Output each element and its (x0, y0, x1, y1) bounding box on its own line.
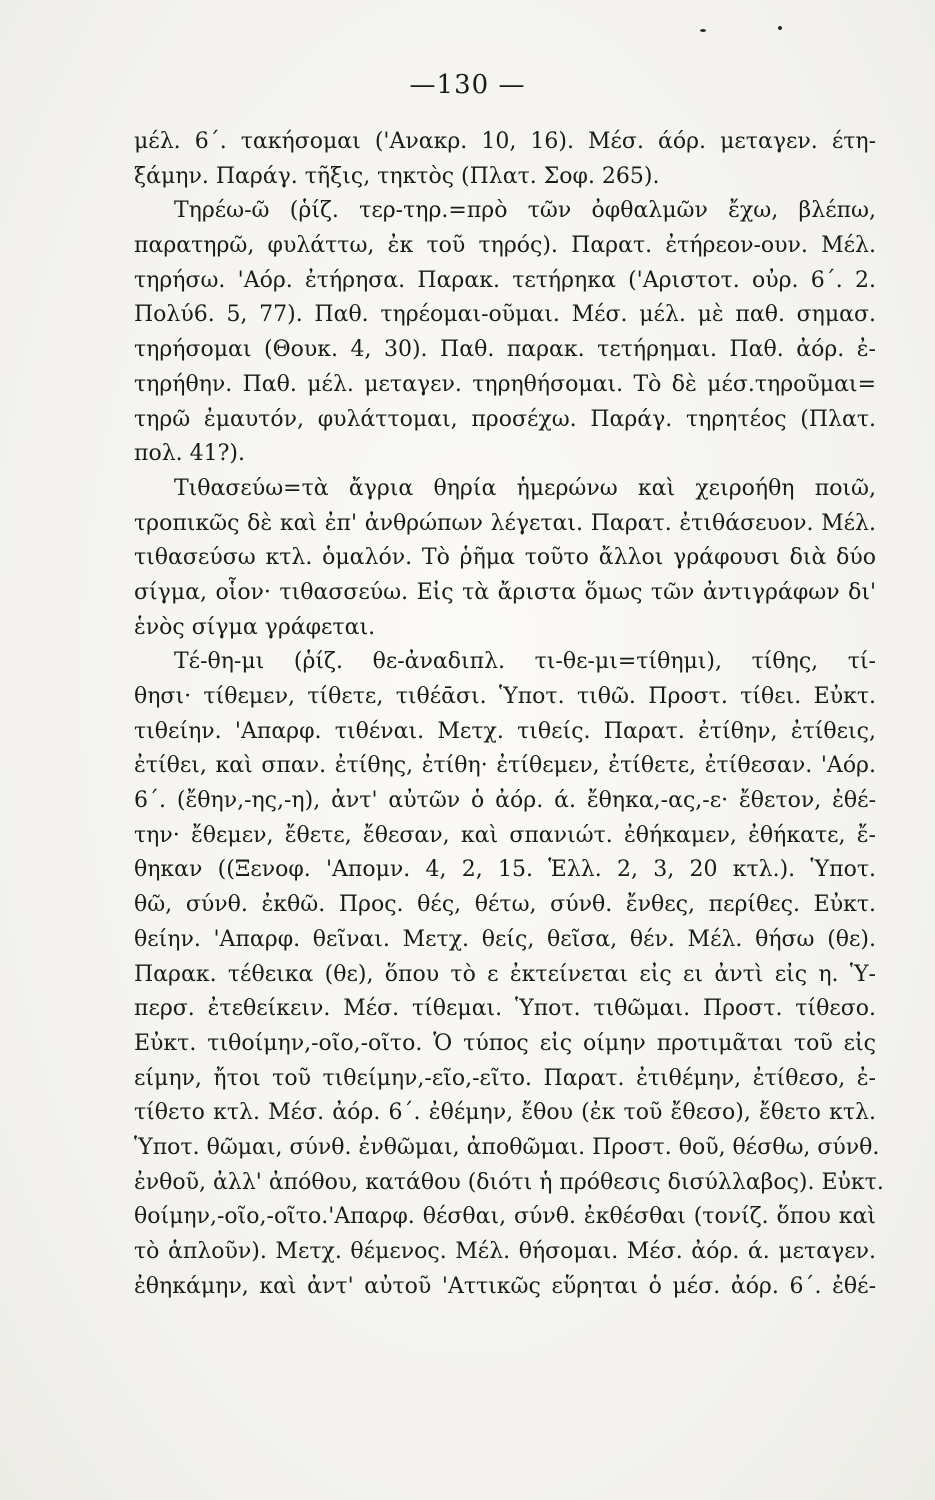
text-line: τηρήθην. Παθ. μέλ. μεταγεν. τηρηθήσομαι. Τὸ δὲ μέσ.τηροῦμαι= (134, 371, 876, 397)
text-line: Ὑποτ. θῶμαι, σύνθ. ἐνθῶμαι, ἀποθῶμαι. Προστ. θοῦ, θέσθω, σύνθ. (134, 1134, 880, 1160)
text-line: Πολύ6. 5, 77). Παθ. τηρέομαι-οῦμαι. Μέσ. μέλ. μὲ παθ. σημασ. (134, 302, 876, 328)
text-line: ἐτίθει, καὶ σπαν. ἐτίθης, ἐτίθη· ἐτίθεμεν, ἐτίθετε, ἐτίθεσαν. 'Αόρ. (134, 753, 876, 779)
ink-speck (700, 29, 706, 32)
body-text (134, 125, 884, 1304)
ink-speck (778, 26, 782, 30)
text-line: τηρῶ ἐμαυτόν, φυλάττομαι, προσέχω. Παράγ. τηρητέος (Πλατ. (134, 406, 876, 432)
text-line: ξάμην. Παράγ. τῆξις, τηκτὸς (Πλατ. Σοφ. 265). (134, 163, 660, 189)
text-line: σίγμα, οἷον· τιθασσεύω. Εἰς τὰ ἄριστα ὅμως τῶν ἀντιγράφων δι' (134, 579, 876, 605)
text-line: τιθείην. 'Απαρφ. τιθέναι. Μετχ. τιθείς. Παρατ. ἐτίθην, ἐτίθεις, (134, 718, 876, 744)
text-line: Τηρέω-ῶ (ῥίζ. τερ-τηρ.=πρὸ τῶν ὀφθαλμῶν ἔχω, βλέπω, (174, 198, 876, 224)
text-line: τηρήσω. 'Αόρ. ἐτήρησα. Παρακ. τετήρηκα ('Αριστοτ. οὐρ. 6΄. 2. (134, 267, 876, 293)
text-line: θηκαν ((Ξενοφ. 'Απομν. 4, 2, 15. Ἑλλ. 2, 3, 20 κτλ.). Ὑποτ. (134, 857, 876, 883)
text-line: Τέ-θη-μι (ῥίζ. θε-ἀναδιπλ. τι-θε-μι=τίθημι), τίθης, τί- (174, 649, 876, 675)
text-line: θῶ, σύνθ. ἐκθῶ. Προς. θές, θέτω, σύνθ. ἔνθες, περίθες. Εὐκτ. (134, 892, 876, 918)
text-line: ἐνθοῦ, ἀλλ' ἀπόθου, κατάθου (διότι ἡ πρόθεσις δισύλλαβος). Εὐκτ. (134, 1169, 884, 1195)
text-line: πολ. 41?). (134, 441, 245, 467)
text-line: ἐθηκάμην, καὶ ἀντ' αὐτοῦ 'Αττικῶς εὕρηται ὁ μέσ. ἀόρ. 6΄. ἐθέ- (134, 1273, 876, 1299)
text-line: μέλ. 6΄. τακήσομαι ('Ανακρ. 10, 16). Μέσ. άόρ. μεταγεν. έτη- (134, 129, 876, 154)
text-line: θείην. 'Απαρφ. θεῖναι. Μετχ. θείς, θεῖσα, θέν. Μέλ. θήσω (θε). (134, 926, 876, 952)
text-line: είμην, ἤτοι τοῦ τιθείμην,-εῖο,-εῖτο. Παρατ. ἐτιθέμην, ἐτίθεσο, ἐ- (134, 1065, 876, 1091)
text-line: παρατηρῶ, φυλάττω, ἐκ τοῦ τηρός). Παρατ. ἐτήρεον-ουν. Μέλ. (134, 233, 876, 259)
text-line: Τιθασεύω=τὰ ἄγρια θηρία ἡμερώνω καὶ χειροήθη ποιῶ, (174, 475, 876, 501)
text-line: τηρήσομαι (Θουκ. 4, 30). Παθ. παρακ. τετήρημαι. Παθ. ἀόρ. ἐ- (134, 337, 876, 363)
text-line: θησι· τίθεμεν, τίθετε, τιθέᾱσι. Ὑποτ. τιθῶ. Προστ. τίθει. Εὐκτ. (134, 684, 876, 709)
text-line: τροπικῶς δὲ καὶ ἐπ' ἀνθρώπων λέγεται. Παρατ. ἐτιθάσευον. Μέλ. (134, 510, 876, 536)
text-line: περσ. ἐτεθείκειν. Μέσ. τίθεμαι. Ὑποτ. τιθῶμαι. Προστ. τίθεσο. (134, 996, 876, 1022)
text-line: Εὐκτ. τιθοίμην,-οῖο,-οῖτο. Ὁ τύπος εἰς οίμην προτιμᾶται τοῦ εἰς (134, 1030, 876, 1056)
page-number: —130 — (409, 70, 526, 100)
text-line: θοίμην,-οῖο,-οῖτο.'Απαρφ. θέσθαι, σύνθ. ἐκθέσθαι (τονίζ. ὅπου καὶ (134, 1204, 876, 1230)
text-line: τὸ ἁπλοῦν). Μετχ. θέμενος. Μέλ. θήσομαι. Μέσ. ἀόρ. ά. μεταγεν. (134, 1239, 876, 1264)
text-line: 6΄. (ἔθην,-ης,-η), ἀντ' αὐτῶν ὁ ἀόρ. ά. ἔθηκα,-ας,-ε· ἔθετον, ἐθέ- (134, 788, 876, 814)
text-line: τιθασεύσω κτλ. ὁμαλόν. Τὸ ῥῆμα τοῦτο ἄλλοι γράφουσι διὰ δύο (134, 545, 876, 571)
text-line: τίθετο κτλ. Μέσ. ἀόρ. 6΄. ἐθέμην, ἔθου (ἐκ τοῦ ἔθεσο), ἔθετο κτλ. (134, 1100, 876, 1126)
text-line: Παρακ. τέθεικα (θε), ὅπου τὸ ε ἐκτείνεται εἰς ει ἀντὶ εἰς η. Ὑ- (134, 961, 876, 987)
text-line: την· ἔθεμεν, ἔθετε, ἔθεσαν, καὶ σπανιώτ. ἐθήκαμεν, ἐθήκατε, ἔ- (134, 822, 876, 848)
text-line: ἑνὸς σίγμα γράφεται. (134, 614, 376, 640)
